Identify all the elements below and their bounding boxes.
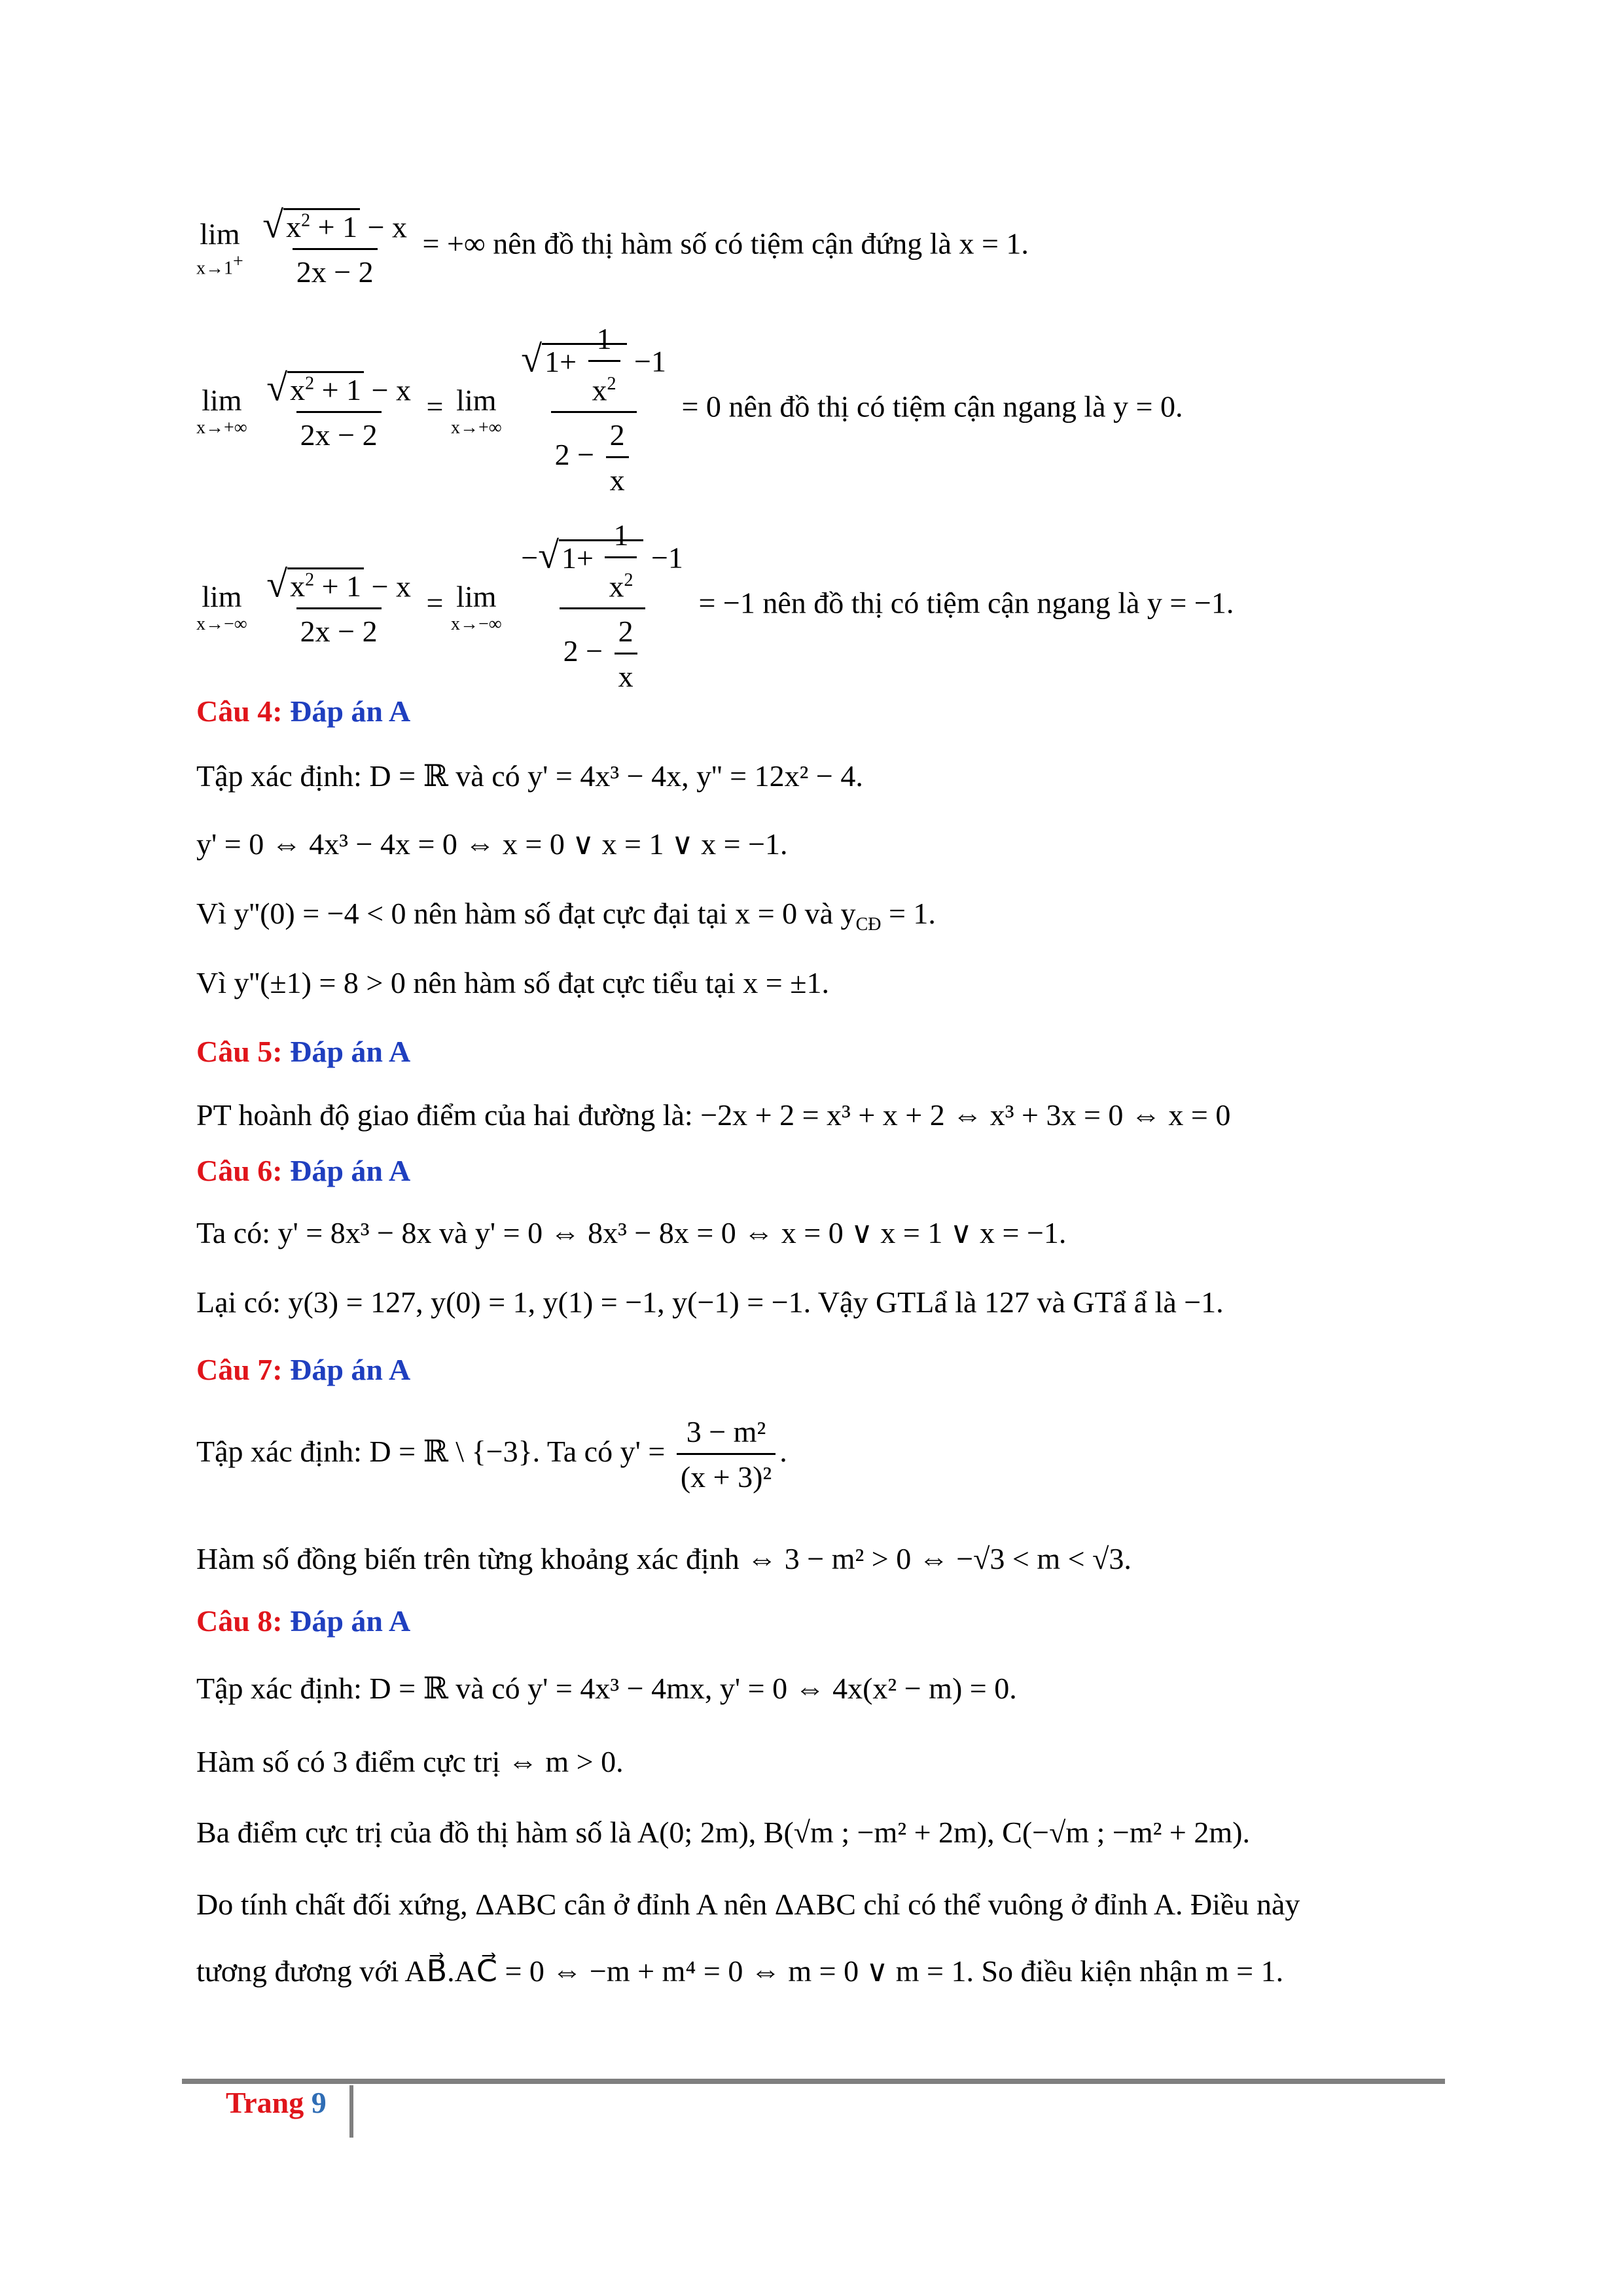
q7-derivative-fraction [677, 1414, 776, 1496]
page-number: 9 [311, 2086, 327, 2119]
q7-frac-num: 3 − m² [686, 1415, 766, 1448]
q6-label: Câu 6: [196, 1154, 283, 1187]
limit-fraction-simplified: √1+ $\frac{1}{x^2}$ −1 2 − $\frac{2}{x}$ [517, 321, 670, 499]
limit-fraction: $\frac{√x^2 + 1 - x}{2x - 2}$ [262, 366, 415, 454]
lim-operator: lim x→−∞ [196, 580, 247, 635]
limit-text: nên đồ thị có tiệm cận ngang là y = 0. [728, 389, 1183, 423]
footer-divider [349, 2085, 353, 2138]
footer-rule [182, 2079, 1445, 2084]
q7-heading [196, 1352, 410, 1387]
q6-heading [196, 1153, 410, 1188]
q8-line4: Do tính chất đối xứng, ΔABC cân ở đỉnh A nên ΔABC chỉ có thể vuông ở đỉnh A. Điều này [196, 1888, 1300, 1921]
q4-line2: y' = 0 ⇔ 4x³ − 4x = 0 ⇔ x = 0 ∨ x = 1 ∨ x = −1. [196, 827, 788, 861]
q8-line3: Ba điểm cực trị của đồ thị hàm số là A(0; 2m), B(√m ; −m² + 2m), C(−√m ; −m² + 2m). [196, 1816, 1250, 1849]
limit-fraction: $\frac{√x^2 + 1 - x}{2x - 2}$ [262, 562, 415, 650]
q8-line1: Tập xác định: D = ℝ và có y' = 4x³ − 4mx, y' = 0 ⇔ 4x(x² − m) = 0. [196, 1672, 1017, 1705]
limit-text: nên đồ thị có tiệm cận ngang là y = −1. [762, 586, 1234, 620]
q5-heading [196, 1034, 410, 1069]
q4-line3-end: = 1. [881, 897, 936, 930]
q7-line1-text: Tập xác định: D = ℝ \ {−3}. Ta có y' = [196, 1435, 666, 1469]
q5-answer: Đáp án A [290, 1035, 411, 1068]
q7-line1: Tập xác định: D = ℝ \ {−3}. Ta có y' = $\frac{\text{3 − m²}}{\text{(x + 3)²}}$ . [196, 1414, 787, 1496]
limit-horizontal-asymptote-pos: lim x→+∞ $\frac{√x^2 + 1 - x}{2x - 2}$ = lim x→+∞ √1+ $\frac{1}{x^2}$ −1 2 − $\frac{2}{x}$ = 0 nên đồ thị có tiệm cận ngang là y = 0. [196, 321, 1183, 499]
q4-line4: Vì y''(±1) = 8 > 0 nên hàm số đạt cực tiểu tại x = ±1. [196, 966, 829, 999]
limit-fraction: $\frac{√x^2 + 1 - x}{2x - 2}$ [259, 203, 411, 291]
q8-answer: Đáp án A [290, 1604, 411, 1638]
q4-line3-text: Vì y''(0) = −4 < 0 nên hàm số đạt cực đại tại x = 0 và y [196, 897, 856, 930]
q7-answer: Đáp án A [290, 1353, 411, 1386]
q5-line1: PT hoành độ giao điểm của hai đường là: −2x + 2 = x³ + x + 2 ⇔ x³ + 3x = 0 ⇔ x = 0 [196, 1098, 1231, 1132]
q8-line2: Hàm số có 3 điểm cực trị ⇔ m > 0. [196, 1745, 624, 1778]
limit-vertical-asymptote: lim x→1+ $\frac{√x^2 + 1 - x}{2x - 2}$ = +∞ nên đồ thị hàm số có tiệm cận đứng là x = 1. [196, 203, 1029, 291]
q8-label: Câu 8: [196, 1604, 283, 1638]
q6-line2: Lại có: y(3) = 127, y(0) = 1, y(1) = −1, y(−1) = −1. Vậy GTLẩ là 127 và GTẩ ẩ là −1. [196, 1285, 1224, 1319]
q7-label: Câu 7: [196, 1353, 283, 1386]
q8-heading [196, 1604, 410, 1638]
q6-answer: Đáp án A [290, 1154, 411, 1187]
limit-horizontal-asymptote-neg: lim x→−∞ $\frac{√x^2 + 1 - x}{2x - 2}$ = lim x→−∞ −√1+ $\frac{1}{x^2}$ −1 2 − $\frac{2}{x}$ = −1 nên đồ thị có tiệm cận ngang là y = −1. [196, 517, 1234, 695]
q4-label: Câu 4: [196, 694, 283, 728]
q4-line3 [196, 895, 936, 943]
q5-label: Câu 5: [196, 1035, 283, 1068]
q6-line1: Ta có: y' = 8x³ − 8x và y' = 0 ⇔ 8x³ − 8x = 0 ⇔ x = 0 ∨ x = 1 ∨ x = −1. [196, 1216, 1067, 1249]
limit-fraction-simplified: −√1+ $\frac{1}{x^2}$ −1 2 − $\frac{2}{x}$ [517, 517, 687, 695]
q8-line5: tương đương với AB⃗.AC⃗ = 0 ⇔ −m + m⁴ = 0 ⇔ m = 0 ∨ m = 1. So điều kiện nhận m = 1. [196, 1954, 1284, 1988]
q7-line2: Hàm số đồng biến trên từng khoảng xác định ⇔ 3 − m² > 0 ⇔ −√3 < m < √3. [196, 1542, 1132, 1575]
q4-answer: Đáp án A [290, 694, 411, 728]
lim-operator: lim x→+∞ [450, 384, 502, 439]
q4-heading [196, 694, 410, 728]
limit-text: nên đồ thị hàm số có tiệm cận đứng là x = 1. [493, 226, 1029, 260]
page-footer [226, 2085, 327, 2120]
q4-line1: Tập xác định: D = ℝ và có y' = 4x³ − 4x, y'' = 12x² − 4. [196, 759, 863, 793]
lim-operator: lim x→−∞ [450, 580, 502, 635]
footer-label: Trang [226, 2086, 304, 2119]
lim-operator: lim x→1+ [196, 217, 243, 279]
q4-line3-sub: CĐ [855, 914, 882, 935]
q7-frac-den: (x + 3)² [677, 1453, 776, 1496]
lim-operator: lim x→+∞ [196, 384, 247, 439]
